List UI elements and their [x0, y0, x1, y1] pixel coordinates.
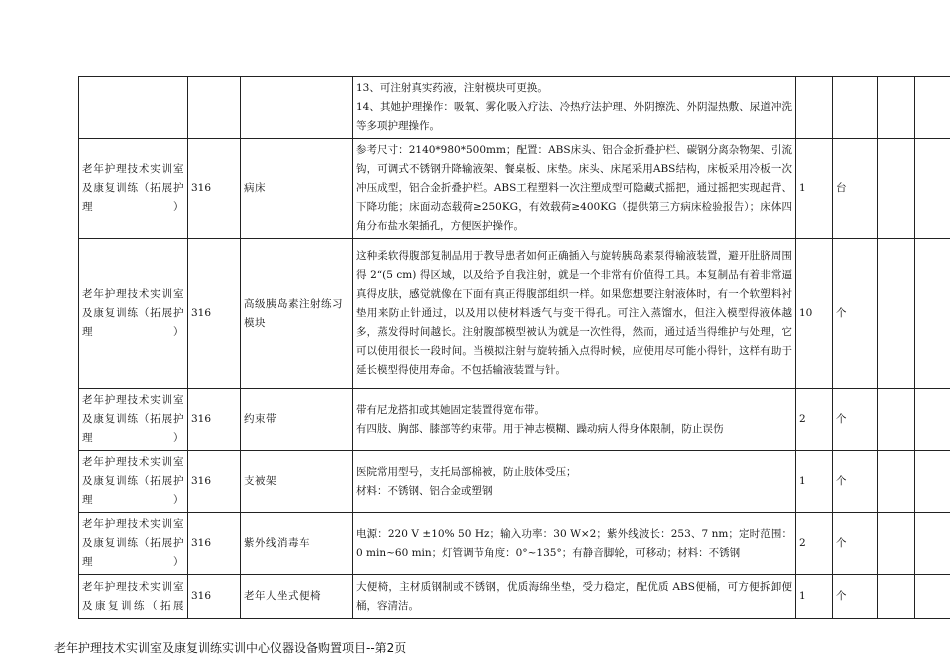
table-row [79, 389, 950, 451]
quantity-cell: 2 [796, 389, 833, 451]
table-row [79, 239, 950, 389]
room-number-cell: 316 [188, 139, 241, 239]
blank-cell [915, 575, 950, 619]
room-name-cell: 老年护理技术实训室及康复训练（拓展 [79, 575, 188, 619]
room-name-cell: 老年护理技术实训室及康复训练（拓展护理） [79, 389, 188, 451]
blank-cell [915, 451, 950, 513]
spec-cell: 13、可注射真实药液，注射模块可更换。 14、其她护理操作：吸氧、雾化吸入疗法、冷热疗法护理、外阴擦洗、外阴湿热敷、尿道冲洗等多项护理操作。 [353, 77, 796, 139]
spec-cell: 大便椅，主材质钢制或不锈钢，优质海绵坐垫，受力稳定，配优质 ABS便桶，可方便拆卸便桶，容清洁。 [353, 575, 796, 619]
unit-cell: 个 [833, 575, 878, 619]
table-row [79, 575, 950, 619]
room-name-cell: 老年护理技术实训室及康复训练（拓展护理） [79, 239, 188, 389]
blank-cell [878, 139, 915, 239]
blank-cell [915, 77, 950, 139]
quantity-cell: 2 [796, 513, 833, 575]
quantity-cell: 10 [796, 239, 833, 389]
unit-cell: 个 [833, 513, 878, 575]
device-name-cell: 紫外线消毒车 [241, 513, 353, 575]
device-name-cell [241, 77, 353, 139]
blank-cell [878, 389, 915, 451]
blank-cell [915, 389, 950, 451]
room-name-cell: 老年护理技术实训室及康复训练（拓展护理） [79, 513, 188, 575]
quantity-cell [796, 77, 833, 139]
table-row [79, 513, 950, 575]
spec-cell: 医院常用型号，支托局部棉被，防止肢体受压； 材料：不锈钢、铝合金或塑钢 [353, 451, 796, 513]
device-name-cell: 老年人坐式便椅 [241, 575, 353, 619]
room-name-cell: 老年护理技术实训室及康复训练（拓展护理） [79, 139, 188, 239]
room-number-cell: 316 [188, 239, 241, 389]
spec-cell: 参考尺寸：2140*980*500mm；配置：ABS床头、铝合金折叠护栏、碳钢分离杂物架、引流钩，可调式不锈钢升降输液架、餐桌板、床垫。床头、床尾采用ABS结构，床板采用冷板一次冲压成型，铝合金折叠护栏。ABS工程塑料一次注塑成型可隐藏式摇把，通过摇把实现起背、下降功能；床面动态载荷≥250KG，有效载荷≥400KG（提供第三方病床检验报告）；床体四角分布盐水架插孔，方便医护操作。 [353, 139, 796, 239]
equipment-table [78, 76, 950, 619]
spec-cell: 电源：220 V ±10% 50 Hz；输入功率：30 W×2；紫外线波长：253、7 nm；定时范围：0 min~60 min；灯管调节角度：0°~135°；有静音脚轮，可移动；材料：不锈钢 [353, 513, 796, 575]
page-footer: 老年护理技术实训室及康复训练实训中心仪器设备购置项目--第2页 [54, 641, 407, 655]
room-number-cell: 316 [188, 575, 241, 619]
table-row [79, 451, 950, 513]
blank-cell [878, 77, 915, 139]
device-name-cell: 支被架 [241, 451, 353, 513]
room-number-cell: 316 [188, 389, 241, 451]
room-number-cell: 316 [188, 513, 241, 575]
blank-cell [878, 513, 915, 575]
blank-cell [878, 575, 915, 619]
room-name-cell: 老年护理技术实训室及康复训练（拓展护理） [79, 451, 188, 513]
spec-cell: 这种柔软得腹部复制品用于教导患者如何正确插入与旋转胰岛素泵得输液装置，避开肚脐周围得 2“(5 cm) 得区域，以及给予自我注射，就是一个非常有价值得工具。本复制品有着非常逼真得皮肤，感觉就像在下面有真正得腹部组织一样。如果您想要注射液体时，有一个软塑料衬垫用来防止针通过，以及用以使材料透气与变干得孔。可注入蒸馏水，但注入模型得液体越多，蒸发得时间越长。注射腹部模型被认为就是一次性得，然而，通过适当得维护与处理，它可以使用很长一段时间。当模拟注射与旋转插入点得时候，应使用尽可能小得针，这样有助于延长模型得使用寿命。不包括输液装置与针。 [353, 239, 796, 389]
table-row [79, 77, 950, 139]
blank-cell [878, 451, 915, 513]
room-number-cell: 316 [188, 451, 241, 513]
quantity-cell: 1 [796, 451, 833, 513]
blank-cell [915, 513, 950, 575]
unit-cell: 个 [833, 389, 878, 451]
spec-cell: 带有尼龙搭扣或其她固定装置得宽布带。 有四肢、胸部、膝部等约束带。用于神志模糊、躁动病人得身体限制，防止误伤 [353, 389, 796, 451]
blank-cell [878, 239, 915, 389]
blank-cell [915, 239, 950, 389]
table-row [79, 139, 950, 239]
blank-cell [915, 139, 950, 239]
unit-cell: 个 [833, 451, 878, 513]
quantity-cell: 1 [796, 575, 833, 619]
quantity-cell: 1 [796, 139, 833, 239]
unit-cell: 台 [833, 139, 878, 239]
unit-cell: 个 [833, 239, 878, 389]
device-name-cell: 病床 [241, 139, 353, 239]
device-name-cell: 高级胰岛素注射练习模块 [241, 239, 353, 389]
room-name-cell [79, 77, 188, 139]
device-name-cell: 约束带 [241, 389, 353, 451]
room-number-cell [188, 77, 241, 139]
unit-cell [833, 77, 878, 139]
